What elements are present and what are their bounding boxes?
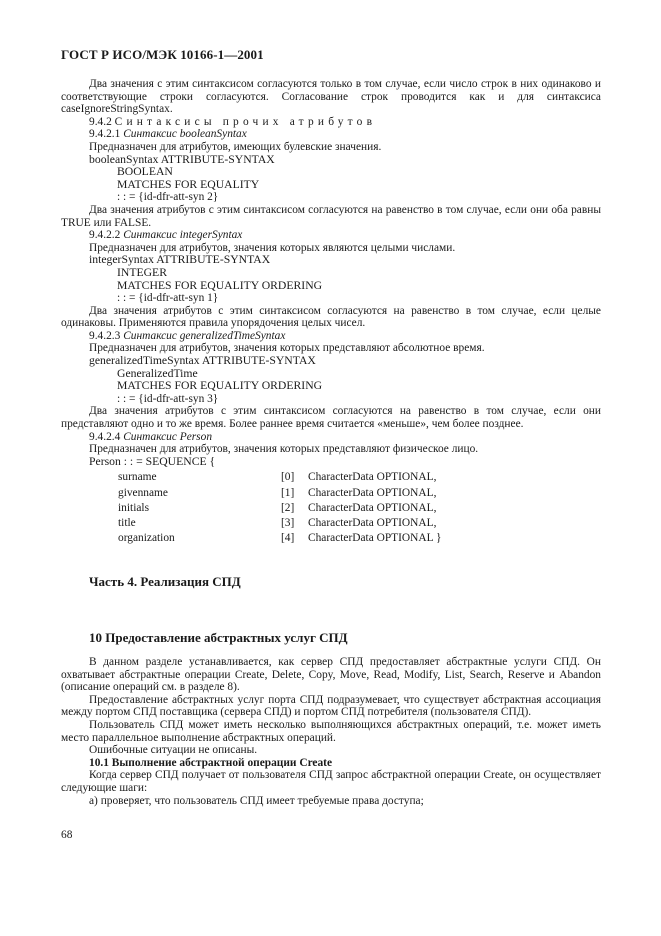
paragraph: Два значения атрибутов с этим синтаксисом согласуются на равенство в том случае, если целые одинаковы. Применяются правила упорядочения целых чисел. <box>61 304 601 330</box>
code-line: MATCHES FOR EQUALITY <box>117 177 260 191</box>
subsection-heading-10-1: 10.1 Выполнение абстрактной операции Create <box>89 756 333 769</box>
paragraph: Два значения атрибутов с этим синтаксисом согласуются на равенство в том случае, если они оба равны TRUE или FALSE. <box>61 203 601 229</box>
field-tag: [0] <box>281 471 295 484</box>
list-item: а) проверяет, что пользователь СПД имеет требуемые права доступа; <box>89 794 424 807</box>
table-row <box>118 471 441 486</box>
paragraph: Два значения атрибутов с этим синтаксисом согласуются на равенство в том случае, если они представляют одно и то же время. Более раннее время считается «меньше», чем более позднее. <box>61 405 601 431</box>
paragraph: Пользователь СПД может иметь несколько выполняющихся абстрактных операций, т.е. может иметь место параллельное выполнение абстрактных операций. <box>61 718 601 744</box>
subsection-heading-9-4-2-2 <box>61 229 601 242</box>
code-line: GeneralizedTime <box>117 366 198 380</box>
field-tag: [3] <box>281 516 295 529</box>
paragraph: Когда сервер СПД получает от пользователя СПД запрос абстрактной операции Create, он осуществляет следующие шаги: <box>61 769 601 794</box>
section-number: 9.4.2.2 <box>89 229 121 242</box>
section-number: 9.4.2.1 <box>89 128 121 141</box>
section-number: 9.4.2 <box>89 115 112 128</box>
field-tag: [2] <box>281 501 295 514</box>
page-header: ГОСТ Р ИСО/МЭК 10166-1—2001 <box>61 47 264 62</box>
code-line: generalizedTimeSyntax ATTRIBUTE-SYNTAX <box>89 354 316 368</box>
document-body-top <box>61 78 601 547</box>
code-line: booleanSyntax ATTRIBUTE-SYNTAX <box>89 152 275 166</box>
subsection-heading-9-4-2-1 <box>61 128 601 141</box>
code-line: BOOLEAN <box>117 165 173 179</box>
section-title: Синтаксис generalizedTimeSyntax <box>123 329 286 342</box>
subsection-heading-9-4-2-3 <box>61 330 601 343</box>
code-line: INTEGER <box>117 265 167 279</box>
section-title: Синтаксис booleanSyntax <box>123 128 247 141</box>
code-line: : : = {id-dfr-att-syn 1} <box>117 292 219 305</box>
section-title: Синтаксис Person <box>123 430 213 443</box>
code-line: MATCHES FOR EQUALITY ORDERING <box>117 379 323 393</box>
table-row <box>118 532 441 547</box>
description: Предназначен для атрибутов, значения которых являются целыми числами. <box>89 241 456 254</box>
paragraph: В данном разделе устанавливается, как сервер СПД предоставляет абстрактные услуги СПД. Он охватывает абстрактные операции Create, Delete, Copy, Move, Read, Modify, List, Search, Reserve и Abandon (описание операций см. в разделе 8). <box>61 656 601 694</box>
paragraph: Два значения с этим синтаксисом согласуются только в том случае, если число строк в них одинаково и соответствующие строки согласуются. Согласование строк проводится как и для синтаксиса caseIgnoreStringSyntax. <box>61 78 601 116</box>
subsection-heading-9-4-2-4 <box>61 431 601 444</box>
field-name: title <box>118 516 136 529</box>
description: Предназначен для атрибутов, значения которых представляют физическое лицо. <box>89 443 479 456</box>
paragraph: Ошибочные ситуации не описаны. <box>89 744 258 757</box>
field-tag: [1] <box>281 486 295 499</box>
part-heading: Часть 4. Реализация СПД <box>89 574 241 589</box>
section-number: 9.4.2.4 <box>89 430 121 443</box>
section-heading: 10 Предоставление абстрактных услуг СПД <box>89 630 348 645</box>
code-line: : : = {id-dfr-att-syn 3} <box>117 392 219 405</box>
person-fields-table <box>118 471 441 547</box>
code-line: : : = {id-dfr-att-syn 2} <box>117 191 219 204</box>
field-name: surname <box>118 471 157 484</box>
description: Предназначен для атрибутов, имеющих булевские значения. <box>89 140 382 153</box>
section-title: Синтаксис integerSyntax <box>123 229 243 242</box>
field-type: CharacterData OPTIONAL, <box>308 486 437 499</box>
table-row <box>118 502 441 517</box>
table-row <box>118 517 441 532</box>
field-type: CharacterData OPTIONAL } <box>308 532 442 545</box>
subsection-heading-9-4-2 <box>61 116 601 129</box>
field-type: CharacterData OPTIONAL, <box>308 471 437 484</box>
section-title: Синтаксисы прочих атрибутов <box>114 115 377 128</box>
field-name: initials <box>118 501 150 514</box>
field-type: CharacterData OPTIONAL, <box>308 516 437 529</box>
page-number: 68 <box>61 829 73 841</box>
field-name: givenname <box>118 486 168 499</box>
field-tag: [4] <box>281 532 295 545</box>
field-name: organization <box>118 532 175 545</box>
section-number: 9.4.2.3 <box>89 329 121 342</box>
field-type: CharacterData OPTIONAL, <box>308 501 437 514</box>
code-line: integerSyntax ATTRIBUTE-SYNTAX <box>89 253 271 267</box>
table-row <box>118 487 441 502</box>
document-body-bottom <box>61 656 601 807</box>
code-line: Person : : = SEQUENCE { <box>89 454 216 468</box>
paragraph: Предоставление абстрактных услуг порта СПД подразумевает, что существует абстрактная ассоциация между портом СПД поставщика (сервера СПД) и портом СПД потребителя (пользователя СПД). <box>61 693 601 719</box>
description: Предназначен для атрибутов, значения которых представляют абсолютное время. <box>89 342 485 355</box>
code-line: MATCHES FOR EQUALITY ORDERING <box>117 278 323 292</box>
